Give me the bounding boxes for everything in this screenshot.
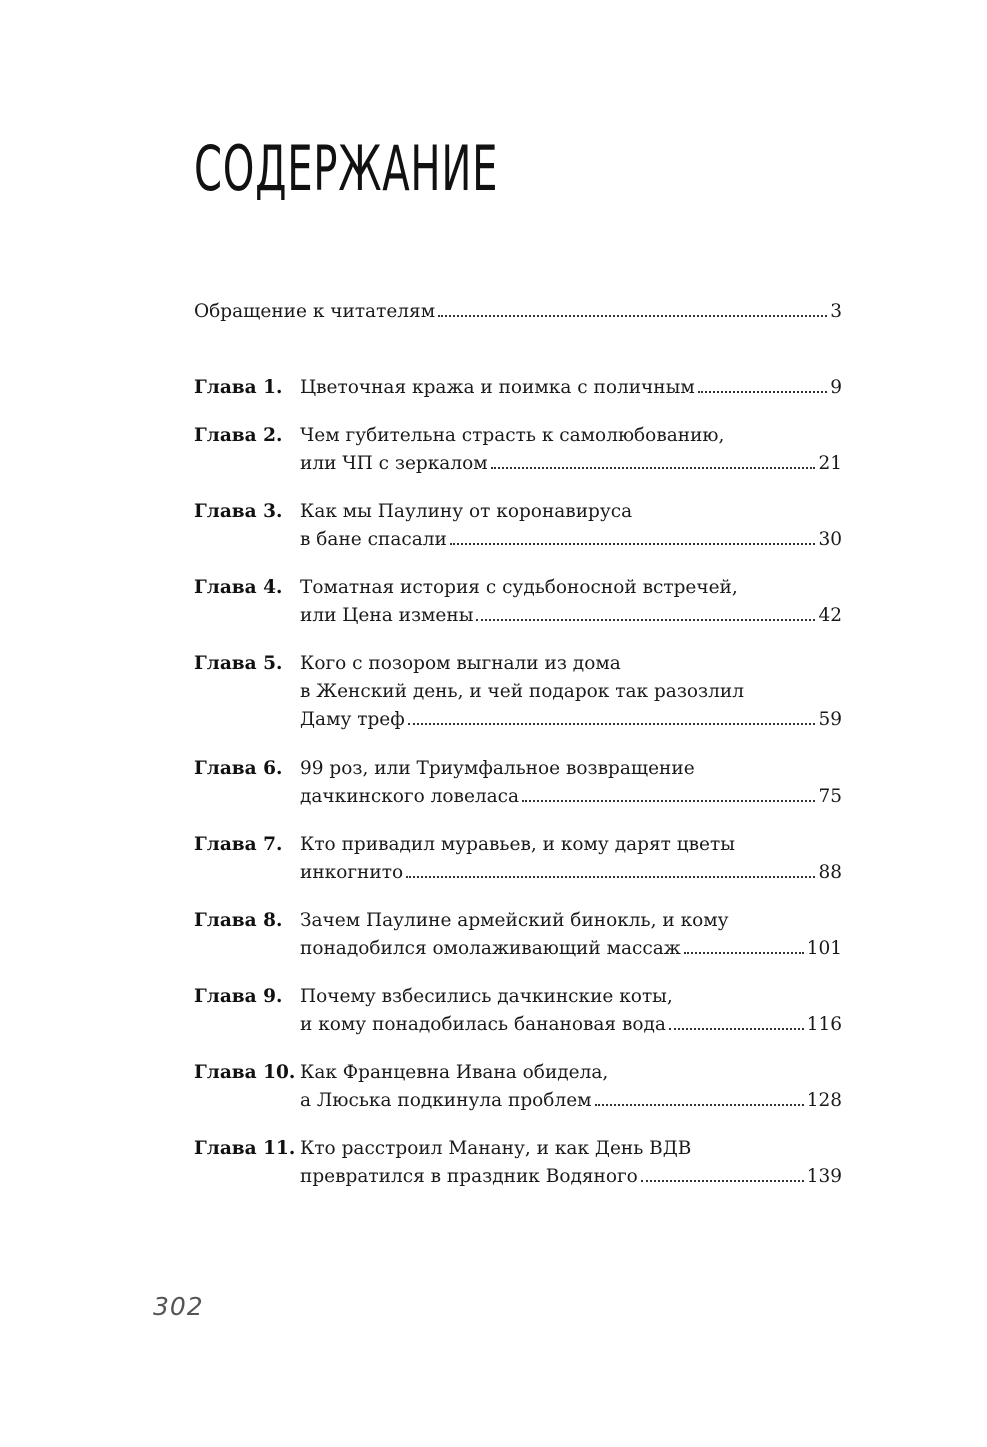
toc-page-number: 128: [806, 1090, 842, 1111]
chapter-label: Глава 5.: [194, 653, 283, 674]
chapter-title-line: Кого с позором выгнали из дома: [300, 653, 621, 674]
chapter-title-line: превратился в праздник Водяного: [300, 1166, 638, 1187]
chapter-label: Глава 8.: [194, 910, 283, 931]
toc-page-number: 139: [806, 1166, 842, 1187]
chapter-label: Глава 3.: [194, 501, 283, 522]
leader-dots: [450, 531, 816, 545]
toc-entry-intro[interactable]: [194, 298, 842, 326]
chapter-title-line: дачкинского ловеласа: [300, 786, 520, 807]
toc-entry-chapter-11[interactable]: [194, 1135, 842, 1191]
chapter-title-line: в бане спасали: [300, 529, 447, 550]
leader-dots: [406, 864, 815, 878]
toc-entry-chapter-8[interactable]: [194, 907, 842, 963]
toc-entry-chapter-1[interactable]: [194, 374, 842, 402]
chapter-title-line: или Цена измены: [300, 605, 474, 626]
page-title: СОДЕРЖАНИЕ: [194, 132, 499, 205]
toc-page-number: 59: [818, 709, 842, 730]
chapter-title-line: Зачем Паулине армейский бинокль, и кому: [300, 910, 729, 931]
chapter-title-line: в Женский день, и чей подарок так разозлил: [300, 681, 744, 702]
toc-page-number: 30: [818, 529, 842, 550]
chapter-title-line: 99 роз, или Триумфальное возвращение: [300, 758, 695, 779]
leader-dots: [476, 607, 815, 621]
toc-entry-text: Обращение к читателям: [194, 301, 436, 322]
toc-entry-chapter-4[interactable]: [194, 574, 842, 630]
chapter-label: Глава 11.: [194, 1138, 296, 1159]
chapter-title-line: Почему взбесились дачкинские коты,: [300, 986, 673, 1007]
chapter-title-line: инкогнито: [300, 862, 404, 883]
leader-dots: [698, 379, 828, 393]
chapter-title-line: Кто расстроил Манану, и как День ВДВ: [300, 1138, 692, 1159]
leader-dots: [522, 788, 815, 802]
leader-dots: [669, 1016, 804, 1030]
chapter-label: Глава 4.: [194, 577, 283, 598]
toc-entry-chapter-9[interactable]: [194, 983, 842, 1039]
toc-page-number: 75: [818, 786, 842, 807]
leader-dots: [438, 303, 827, 317]
chapter-label: Глава 1.: [194, 377, 283, 398]
chapter-title-line: Как Францевна Ивана обидела,: [300, 1062, 609, 1083]
toc-entry-chapter-6[interactable]: [194, 755, 842, 811]
toc-entry-chapter-10[interactable]: [194, 1059, 842, 1115]
chapter-label: Глава 2.: [194, 425, 283, 446]
toc-entry-chapter-3[interactable]: [194, 498, 842, 554]
chapter-title-line: или ЧП с зеркалом: [300, 453, 488, 474]
toc-page-number: 9: [830, 377, 842, 398]
leader-dots: [491, 455, 816, 469]
page-number: 302: [153, 1292, 204, 1321]
leader-dots: [684, 940, 804, 954]
chapter-label: Глава 10.: [194, 1062, 296, 1083]
chapter-title-line: Даму треф: [300, 709, 405, 730]
toc-entry-chapter-5[interactable]: [194, 650, 842, 734]
leader-dots: [595, 1092, 804, 1106]
toc-page-number: 101: [806, 938, 842, 959]
chapter-title-line: Цветочная кража и поимка с поличным: [300, 377, 695, 398]
chapter-label: Глава 6.: [194, 758, 283, 779]
chapter-title-line: Как мы Паулину от коронавируса: [300, 501, 633, 522]
toc-entry-chapter-7[interactable]: [194, 831, 842, 887]
chapter-label: Глава 9.: [194, 986, 283, 1007]
chapter-title-line: и кому понадобилась банановая вода: [300, 1014, 666, 1035]
toc-page-number: 116: [806, 1014, 842, 1035]
chapter-title-line: Кто привадил муравьев, и кому дарят цветы: [300, 834, 735, 855]
leader-dots: [641, 1168, 804, 1182]
toc-page-number: 3: [830, 301, 842, 322]
chapter-title-line: Томатная история с судьбоносной встречей,: [300, 577, 738, 598]
chapter-title-line: а Люська подкинула проблем: [300, 1090, 592, 1111]
leader-dots: [408, 711, 816, 725]
chapter-label: Глава 7.: [194, 834, 283, 855]
chapter-title-line: Чем губительна страсть к самолюбованию,: [300, 425, 725, 446]
toc-page-number: 42: [818, 605, 842, 626]
toc-page-number: 21: [818, 453, 842, 474]
chapter-title-line: понадобился омолаживающий массаж: [300, 938, 681, 959]
toc-entry-chapter-2[interactable]: [194, 422, 842, 478]
toc-page-number: 88: [818, 862, 842, 883]
